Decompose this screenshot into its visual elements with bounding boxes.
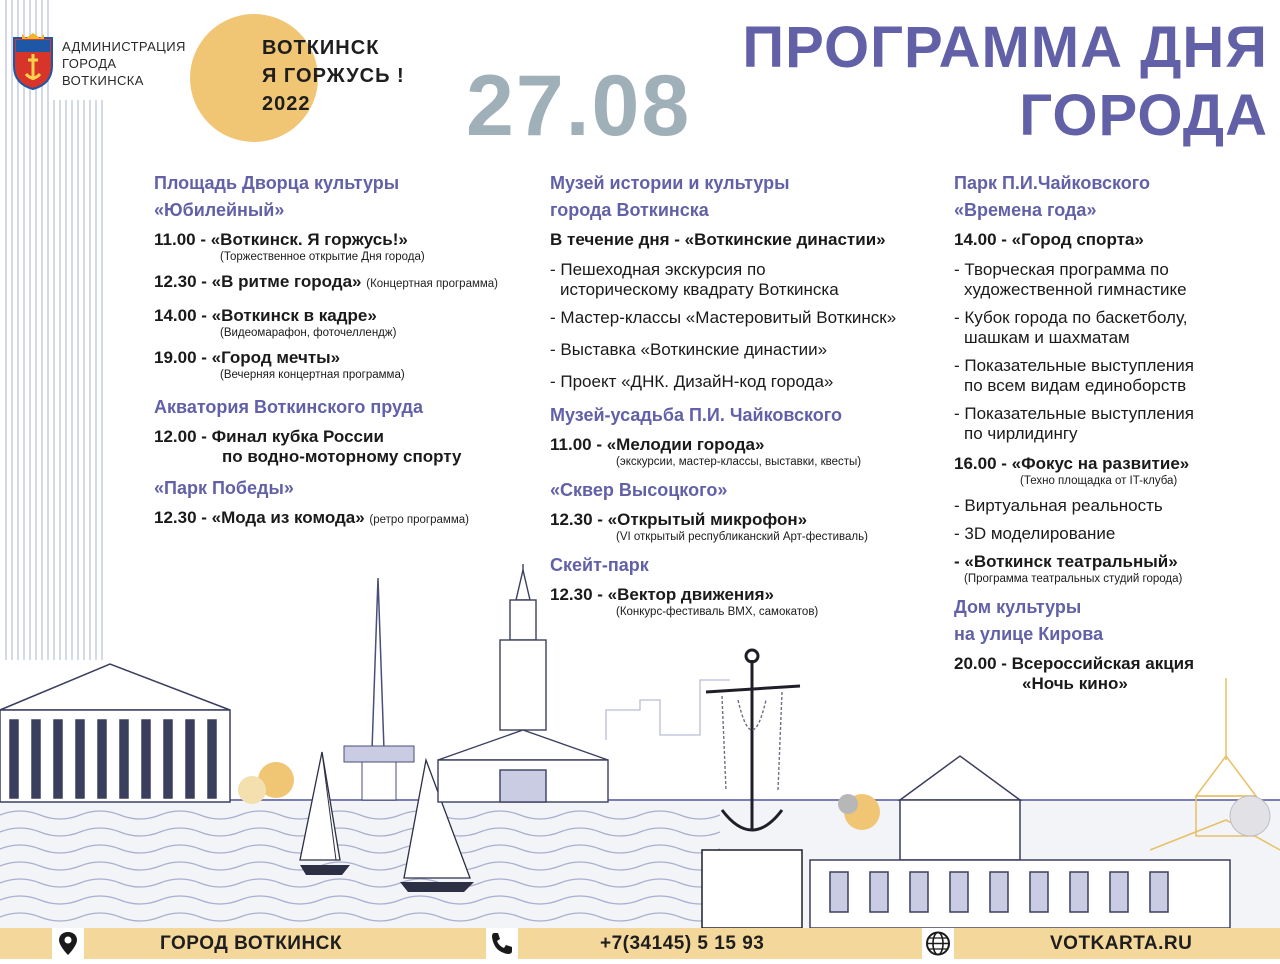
event-date: 27.08 <box>466 58 692 154</box>
list-item: - Проект «ДНК. ДизайН-код города» <box>550 372 834 391</box>
slogan: ВОТКИНСК Я ГОРЖУСЬ ! 2022 <box>262 37 405 115</box>
program-item: 14.00 - «Воткинск в кадре» (Видеомарафон, фоточеллендж) <box>154 306 397 339</box>
venue-heading: Акватория Воткинского пруда <box>154 397 423 417</box>
venue-heading: «Сквер Высоцкого» <box>550 480 728 500</box>
list-item: - Мастер-классы «Мастеровитый Воткинск» <box>550 308 897 327</box>
venue-heading: Музей истории и культуры города Воткинска <box>550 173 790 220</box>
footer-website[interactable]: VOTKARTA.RU <box>1050 933 1193 954</box>
list-item: - Показательные выступления по всем видам единоборств <box>954 356 1194 395</box>
venue-heading: Площадь Дворца культуры «Юбилейный» <box>154 173 400 220</box>
map-pin-icon-box <box>52 928 84 959</box>
phone-icon <box>486 928 518 959</box>
program-column-2 <box>550 170 950 627</box>
program-item: 12.30 - «Мода из комода» (ретро программа) <box>154 508 469 527</box>
globe-icon-box <box>922 928 954 959</box>
program-item: В течение дня - «Воткинские династии» <box>550 230 886 249</box>
program-item: 12.30 - «Вектор движения» (Конкурс-фестиваль ВМХ, самокатов) <box>550 585 819 618</box>
footer-city: ГОРОД ВОТКИНСК <box>160 933 342 954</box>
globe-icon <box>922 928 954 959</box>
program-item: - «Воткинск театральный» (Программа театральных студий города) <box>954 552 1183 585</box>
venue-heading: Музей-усадьба П.И. Чайковского <box>550 405 842 425</box>
administration-name: АДМИНИСТРАЦИЯ ГОРОДА ВОТКИНСКА <box>62 39 186 88</box>
program-item: 12.30 - «В ритме города» (Концертная программа) <box>154 272 499 291</box>
list-item: - Творческая программа по художественной гимнастике <box>954 260 1187 299</box>
venue-heading: Парк П.И.Чайковского «Времена года» <box>954 173 1150 220</box>
page-title: ПРОГРАММА ДНЯ ГОРОДА <box>742 15 1268 148</box>
program-item: 12.30 - «Открытый микрофон» (VI открытый республиканский Арт-фестиваль) <box>550 510 868 543</box>
list-item: - 3D моделирование <box>954 524 1116 543</box>
program-column-1 <box>154 170 534 538</box>
map-pin-icon <box>52 928 84 959</box>
footer-phone[interactable]: +7(34145) 5 15 93 <box>600 933 765 954</box>
program-item: 14.00 - «Город спорта» <box>954 230 1144 249</box>
list-item: - Виртуальная реальность <box>954 496 1163 515</box>
list-item: - Кубок города по баскетболу, шашкам и шахматам <box>954 308 1188 347</box>
program-item: 20.00 - Всероссийская акция «Ночь кино» <box>954 654 1195 693</box>
venue-heading: Дом культуры на улице Кирова <box>954 597 1104 644</box>
venue-heading: «Парк Победы» <box>154 478 294 498</box>
program-item: 11.00 - «Воткинск. Я горжусь!» (Торжественное открытие Дня города) <box>154 230 425 263</box>
program-item: 12.00 - Финал кубка России по водно-моторному спорту <box>154 427 462 466</box>
phone-icon-box <box>486 928 518 959</box>
list-item: - Пешеходная экскурсия по историческому квадрату Воткинска <box>550 260 839 299</box>
city-skyline-illustration <box>0 560 1280 928</box>
program-item: 19.00 - «Город мечты» (Вечерняя концертная программа) <box>154 348 405 381</box>
program-item: 16.00 - «Фокус на развитие» (Техно площадка от IT-клуба) <box>954 454 1190 487</box>
program-item: 11.00 - «Мелодии города» (экскурсии, мастер-классы, выставки, квесты) <box>550 435 862 468</box>
city-emblem-icon <box>12 32 54 90</box>
list-item: - Показательные выступления по чирлидингу <box>954 404 1194 443</box>
list-item: - Выставка «Воткинские династии» <box>550 340 828 359</box>
venue-heading: Скейт-парк <box>550 555 649 575</box>
